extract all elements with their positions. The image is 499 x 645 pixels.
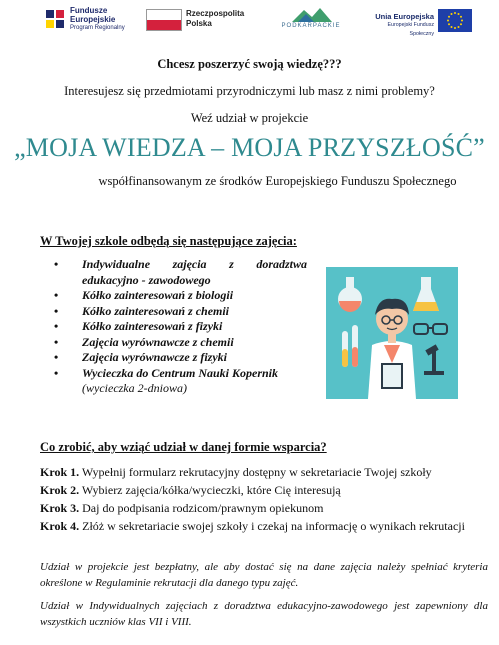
step-1 <box>40 463 488 481</box>
unia-europejska-logo <box>366 6 474 37</box>
mountains-icon <box>292 6 332 22</box>
cofinance-text: współfinansowanym ze środków Europejskiego Funduszu Społecznego <box>98 174 457 188</box>
step-label: Krok 2. <box>40 483 80 497</box>
rp-line2: Polska <box>186 19 212 28</box>
activity-text: Kółko zainteresowań z chemii <box>82 303 230 318</box>
question-subline: Interesujesz się przedmiotami przyrodniczymi lub masz z nimi problemy? <box>64 84 435 98</box>
step-3 <box>40 499 488 517</box>
fe-line3: Program Regionalny <box>70 25 125 31</box>
activity-sub: (wycieczka 2-dniowa) <box>82 381 187 395</box>
step-text: Daj do podpisania rodzicom/prawnym opiekunom <box>82 501 324 515</box>
pk-text: PODKARPACKIE <box>281 23 341 29</box>
list-item <box>54 257 307 288</box>
step-label: Krok 4. <box>40 519 80 533</box>
fe-line2: Europejskie <box>70 15 116 24</box>
activity-text: Zajęcia wyrównawcze z fizyki <box>82 350 227 364</box>
steps-list <box>40 463 488 535</box>
fundusze-europejskie-logo <box>44 6 134 34</box>
step-label: Krok 1. <box>40 465 80 479</box>
participation-note: Udział w projekcie jest bezpłatny, ale aby dostać się na dane zajęcia należy spełniać kryteria określone w Regulaminie rekrutacji dla danego typu zajęć. <box>40 561 488 589</box>
activity-text: Kółko zainteresowań z biologii <box>82 288 234 302</box>
step-4 <box>40 517 488 535</box>
fe-line1: Fundusze <box>70 6 108 15</box>
podkarpackie-logo <box>276 6 346 34</box>
rzeczpospolita-polska-logo <box>146 6 244 34</box>
step-label: Krok 3. <box>40 501 80 515</box>
scientist-illustration <box>326 267 458 399</box>
activities-heading: W Twojej szkole odbędą się następujące zajęcia: <box>40 234 297 248</box>
logo-bar <box>0 0 499 40</box>
list-item <box>54 350 307 366</box>
list-item <box>54 288 307 304</box>
ue-line2: Europejski Fundusz Społeczny <box>387 22 434 37</box>
activity-text: Kółko zainteresowań z fizyki <box>82 319 223 333</box>
polish-flag-icon <box>146 9 182 31</box>
list-item <box>54 319 307 335</box>
list-item <box>54 335 307 351</box>
list-item <box>54 304 307 320</box>
fe-star-icon <box>44 8 66 30</box>
rp-line1: Rzeczpospolita <box>186 9 245 18</box>
list-item <box>54 366 307 397</box>
activities-list <box>54 257 307 397</box>
project-title: „MOJA WIEDZA – MOJA PRZYSZŁOŚĆ” <box>14 133 485 162</box>
invite-text: Weź udział w projekcie <box>190 111 309 125</box>
activity-line1: Wycieczka do Centrum Nauki Kopernik <box>82 365 279 380</box>
step-text: Złóż w sekretariacie swojej szkoły i czekaj na informację o wynikach rekrutacji <box>82 519 465 533</box>
ue-line1: Unia Europejska <box>375 12 434 21</box>
how-to-heading: Co zrobić, aby wziąć udział w danej formie wsparcia? <box>40 440 327 454</box>
activity-line2: edukacyjno - zawodowego <box>82 272 211 287</box>
step-2 <box>40 481 488 499</box>
question-headline: Chcesz poszerzyć swoją wiedzę??? <box>157 57 342 71</box>
step-text: Wybierz zajęcia/kółka/wycieczki, które Cię interesują <box>81 483 341 497</box>
activity-text: Zajęcia wyrównawcze z chemii <box>82 334 234 349</box>
activity-line1: • Indywidualne zajęcia z doradztwa <box>82 257 307 271</box>
step-text: Wypełnij formularz rekrutacyjny dostępny w sekretariacie Twojej szkoły <box>81 465 432 479</box>
guidance-note: Udział w Indywidualnych zajęciach z doradztwa edukacyjno-zawodowego jest zapewniony dla wszystkich uczniów klas VII i VIII. <box>40 600 488 628</box>
eu-flag-icon <box>438 9 472 32</box>
